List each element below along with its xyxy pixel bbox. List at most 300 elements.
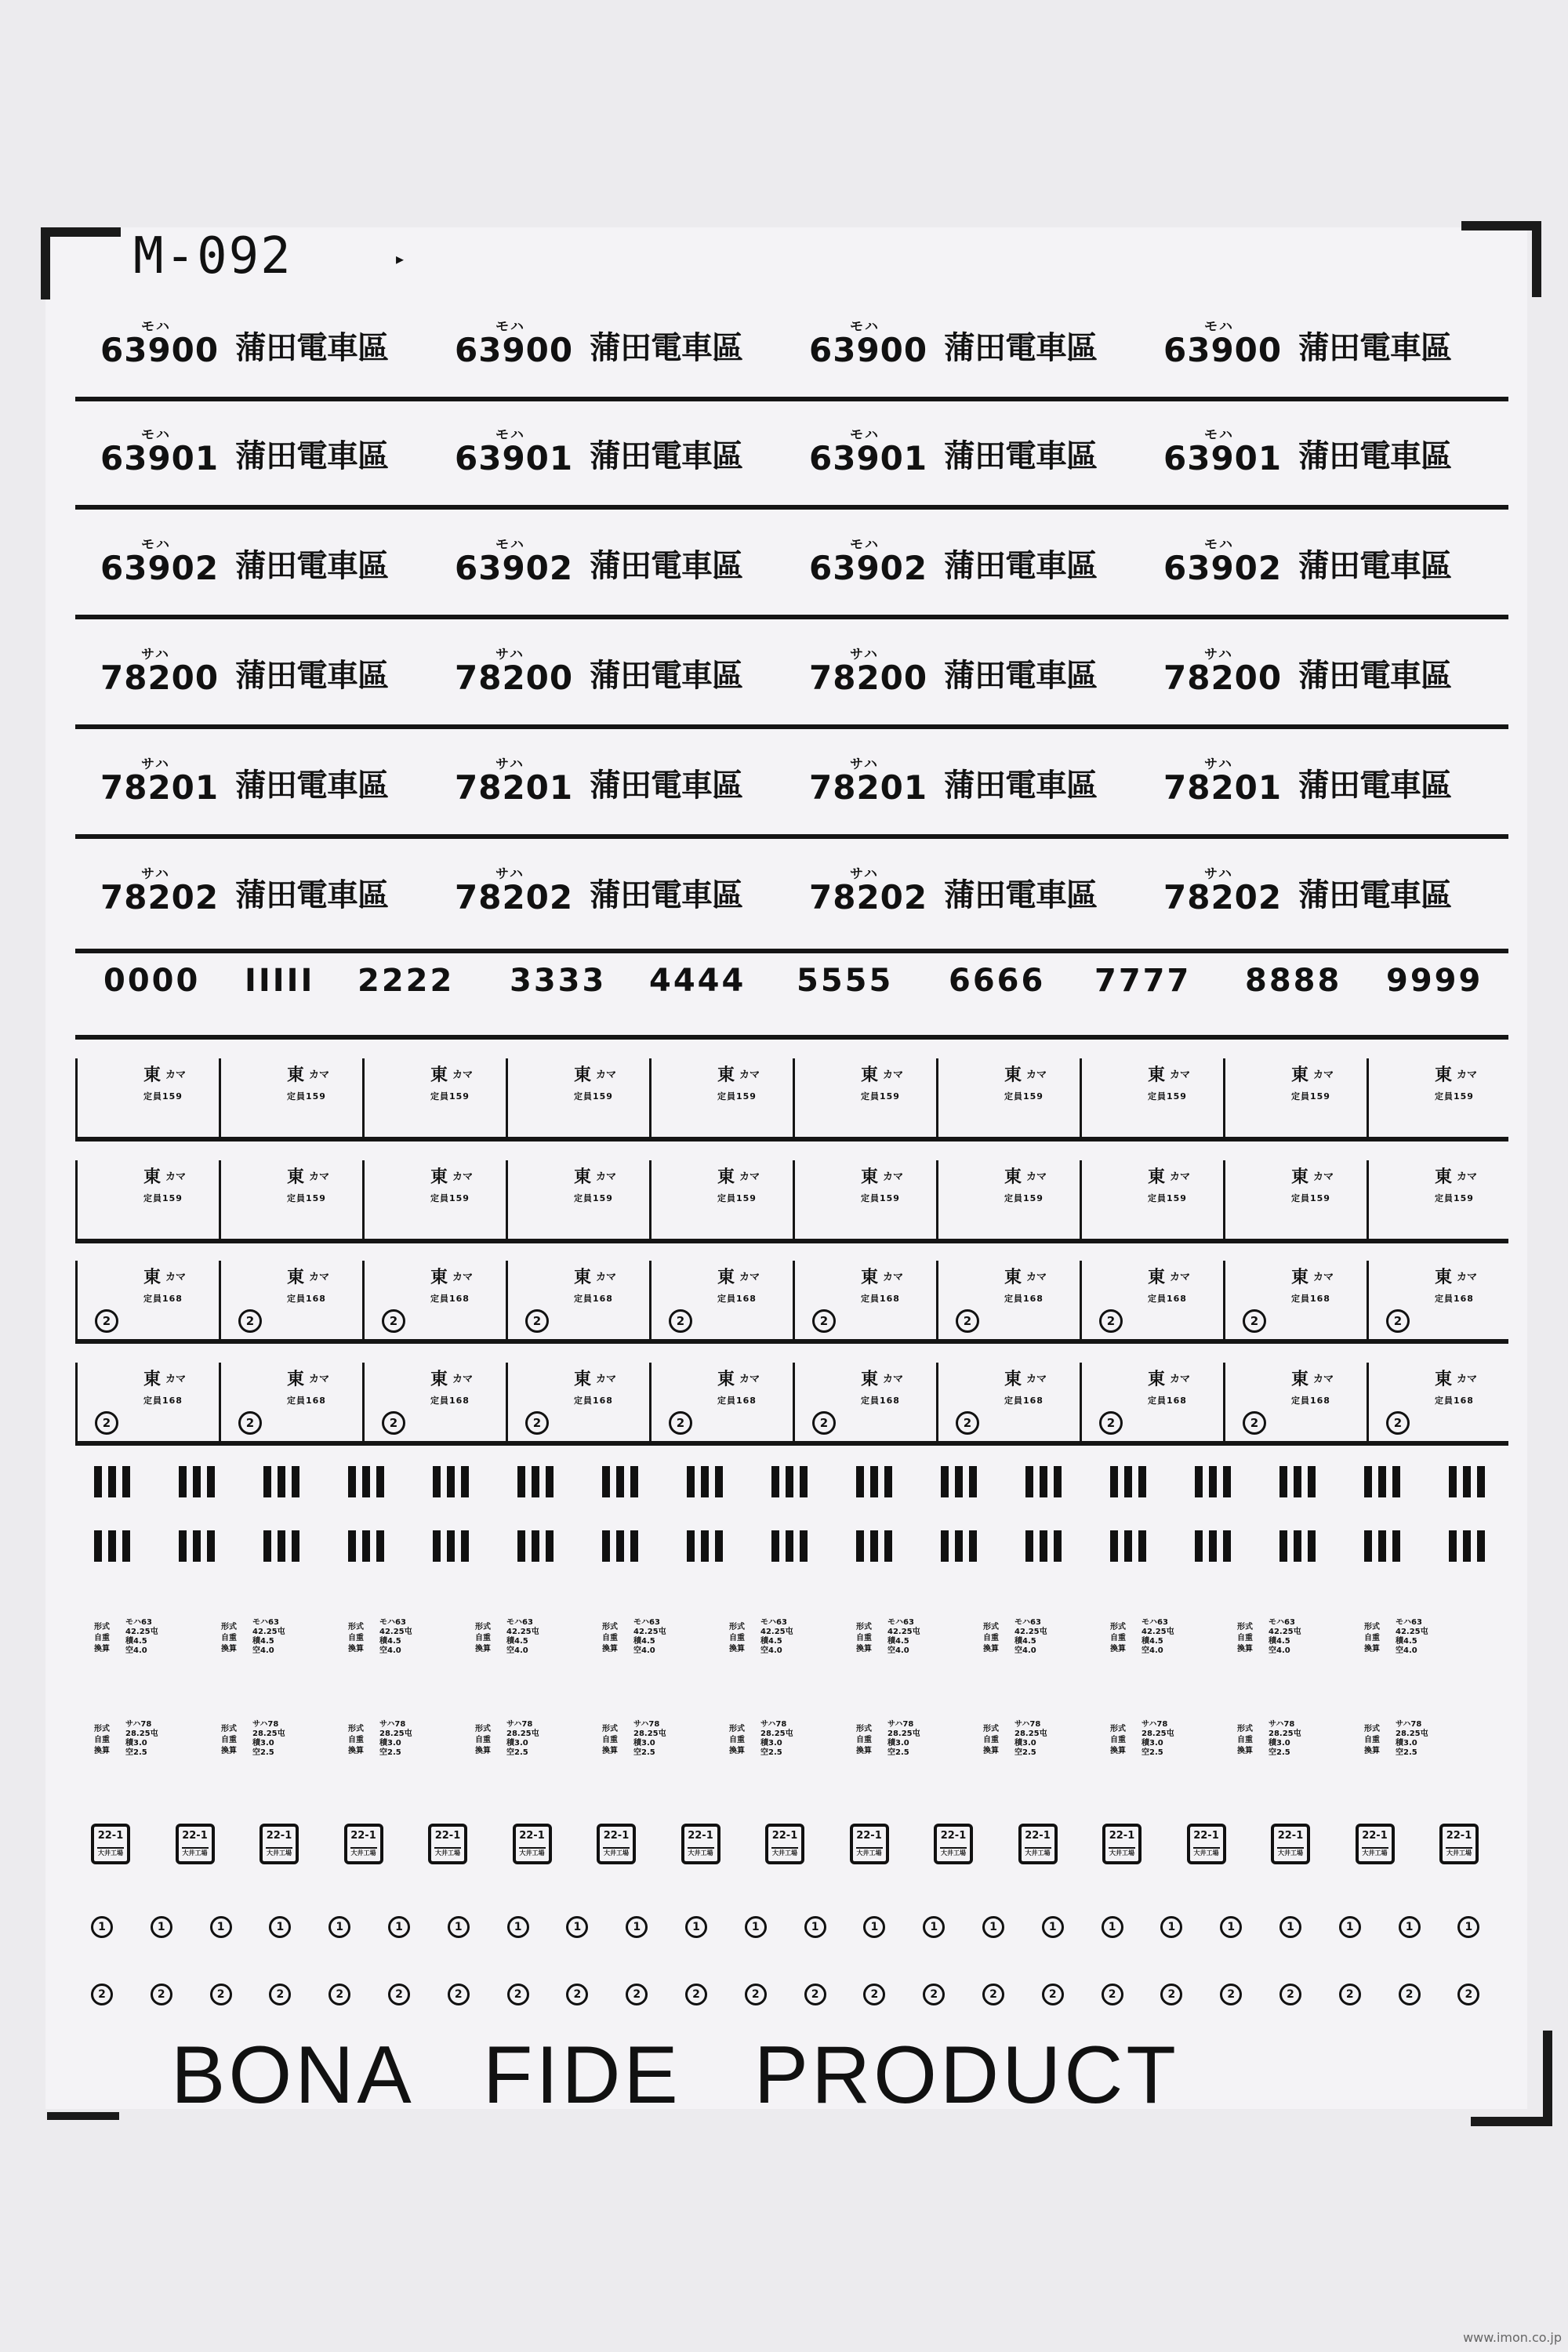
bar-stroke [1209,1530,1217,1562]
capacity-mark [506,1261,649,1339]
capacity-text: 定員168 [861,1294,900,1304]
spec-value: 積3.0 [1396,1739,1417,1748]
bar-stroke [955,1530,963,1562]
spec-value: 空2.5 [760,1748,782,1757]
car-type-kana: サハ [850,647,879,662]
bar-stroke [884,1530,892,1562]
depot-mark-kana: カマ [452,1374,474,1385]
spec-mark [221,1615,331,1670]
capacity-mark [1367,1058,1510,1137]
circled-number: 2 [1243,1411,1266,1435]
spec-label: 換算 [602,1747,618,1755]
circled-number: 1 [626,1916,648,1938]
circled-number: 1 [923,1916,945,1938]
spec-mark [1364,1717,1474,1772]
spec-mark [1110,1615,1220,1670]
car-type-kana: モハ [1204,319,1234,335]
capacity-text: 定員168 [574,1396,613,1406]
depot-mark: 東 [1435,1065,1453,1085]
capacity-mark-row [75,1160,1508,1247]
circled-number: 2 [1457,1984,1479,2005]
capacity-text: 定員159 [861,1091,900,1102]
circled-number: 1 [388,1916,410,1938]
plate-row [78,750,1505,828]
corner-mark-bottom-left [47,2093,119,2120]
bar-stroke [1294,1466,1301,1497]
capacity-mark [506,1058,649,1137]
spec-value: モハ63 [252,1618,279,1627]
circled-number: 2 [863,1984,885,2005]
triple-bar-mark [771,1466,811,1497]
bar-stroke [856,1466,864,1497]
bar-stroke [348,1466,356,1497]
spec-value: 空2.5 [1396,1748,1417,1757]
spec-label: 自重 [94,1736,110,1744]
car-number: 78202 [809,878,928,916]
spec-label: 形式 [729,1623,745,1632]
car-type-kana: サハ [141,647,170,662]
spec-mark [94,1615,204,1670]
circled-number: 2 [923,1984,945,2005]
capacity-text: 定員168 [717,1294,757,1304]
bar-stroke [278,1530,285,1562]
workshop-tag [1356,1824,1395,1864]
car-number-plate [1142,420,1486,499]
circled-number: 2 [812,1309,836,1333]
spec-label: 自重 [475,1736,491,1744]
car-number: 63901 [809,439,928,477]
depot-mark: 東 [287,1167,305,1187]
bar-stroke [715,1466,723,1497]
depot-mark: 東 [1291,1370,1309,1389]
bar-stroke [1294,1530,1301,1562]
depot-mark: 東 [861,1370,879,1389]
triple-bar-mark [348,1466,387,1497]
capacity-mark [1367,1261,1510,1339]
depot-name: 蒲田電車區 [590,658,742,694]
spec-value: 42.25屯 [1269,1628,1301,1636]
box-row-rule [75,1137,1508,1142]
depot-name: 蒲田電車區 [1298,438,1451,474]
car-number-plate [78,859,423,938]
depot-mark: 東 [1148,1167,1166,1187]
spec-value: 積4.5 [1269,1637,1290,1646]
car-number: 63902 [100,549,220,587]
depot-mark: 東 [574,1065,592,1085]
triple-bar-mark [433,1466,472,1497]
capacity-text: 定員168 [287,1396,326,1406]
bar-mark-row [94,1530,1505,1562]
plate-row [78,312,1505,390]
tag-workshop: 大井工場 [1193,1847,1220,1857]
car-type-kana: モハ [850,319,880,335]
spec-value: サハ78 [1014,1720,1041,1729]
capacity-text: 定員159 [861,1193,900,1203]
bar-stroke [1223,1530,1231,1562]
spec-mark [348,1615,458,1670]
circled-number: 2 [982,1984,1004,2005]
tag-workshop: 大井工場 [940,1847,967,1857]
spec-value: サハ78 [125,1720,152,1729]
circled-number: 1 [982,1916,1004,1938]
capacity-text: 定員168 [143,1294,183,1304]
circled-number: 2 [448,1984,470,2005]
workshop-tag [176,1824,215,1864]
bar-mark-row [94,1466,1505,1497]
spec-value: 空2.5 [1269,1748,1290,1757]
car-type-kana: モハ [850,537,880,553]
spec-value: 空2.5 [379,1748,401,1757]
depot-mark: 東 [1004,1370,1022,1389]
tag-number: 22-1 [97,1830,124,1842]
depot-name: 蒲田電車區 [235,330,388,366]
workshop-tag [260,1824,299,1864]
bar-stroke [786,1466,793,1497]
depot-mark-kana: カマ [739,1272,760,1283]
spec-value: 28.25屯 [1014,1730,1047,1738]
bar-stroke [1223,1466,1231,1497]
bar-stroke [207,1530,215,1562]
spec-value: 空4.0 [633,1646,655,1655]
spec-label: 換算 [1110,1747,1126,1755]
spec-value: 42.25屯 [760,1628,793,1636]
spec-value: 空4.0 [506,1646,528,1655]
bar-stroke [1463,1530,1471,1562]
spec-label: 形式 [856,1725,872,1733]
car-number: 78201 [100,768,220,807]
capacity-mark [219,1058,362,1137]
bar-stroke [1308,1466,1316,1497]
bar-stroke [263,1530,271,1562]
bar-stroke [941,1466,949,1497]
digit-group: 2222 [358,963,455,999]
spec-mark [983,1717,1093,1772]
car-number-plate [78,750,423,828]
bar-stroke [292,1466,299,1497]
spec-value: 空4.0 [887,1646,909,1655]
spec-label: 換算 [475,1645,491,1653]
spec-value: モハ63 [633,1618,660,1627]
bar-stroke [193,1530,201,1562]
depot-mark-kana: カマ [1313,1069,1334,1081]
capacity-text: 定員159 [717,1091,757,1102]
bar-stroke [715,1530,723,1562]
bar-stroke [687,1530,695,1562]
bar-stroke [362,1466,370,1497]
depot-name: 蒲田電車區 [1298,548,1451,584]
circled-number: 2 [685,1984,707,2005]
car-number-plate [78,640,423,718]
spec-label: 換算 [602,1645,618,1653]
depot-mark-kana: カマ [1457,1374,1478,1385]
bar-stroke [108,1466,116,1497]
car-number: 63901 [1163,439,1283,477]
depot-mark: 東 [143,1370,162,1389]
spec-mark [1364,1615,1474,1670]
bar-stroke [278,1466,285,1497]
bar-stroke [701,1466,709,1497]
bar-stroke [1110,1466,1118,1497]
car-number: 78201 [1163,768,1283,807]
spec-value: 積3.0 [1014,1739,1036,1748]
depot-name: 蒲田電車區 [235,438,388,474]
spec-mark [856,1615,966,1670]
spec-label: 自重 [602,1736,618,1744]
bar-stroke [263,1466,271,1497]
capacity-mark [649,1363,793,1441]
spec-value: モハ63 [125,1618,152,1627]
circled-number: 1 [269,1916,291,1938]
spec-label: 自重 [729,1736,745,1744]
circled-number: 2 [1102,1984,1123,2005]
spec-value: 空4.0 [1014,1646,1036,1655]
digit-group: 5555 [797,963,894,999]
depot-name: 蒲田電車區 [590,768,742,804]
capacity-mark [1367,1160,1510,1239]
circled-number: 2 [210,1984,232,2005]
triple-bar-mark [1025,1466,1065,1497]
spec-label: 換算 [348,1747,364,1755]
depot-mark: 東 [287,1065,305,1085]
circled-number: 2 [745,1984,767,2005]
car-number-plate [433,312,778,390]
circled-number: 1 [151,1916,172,1938]
triple-bar-mark [687,1466,726,1497]
circled-number: 2 [1386,1411,1410,1435]
circled-number: 2 [238,1309,262,1333]
credit-text: www.imon.co.jp [1463,2330,1562,2345]
bar-stroke [1025,1466,1033,1497]
spec-value: 積4.5 [506,1637,528,1646]
tag-workshop: 大井工場 [1446,1847,1472,1857]
capacity-mark [1367,1363,1510,1441]
car-type-kana: サハ [141,866,170,882]
triple-bar-mark [94,1530,133,1562]
circled-number: 2 [812,1411,836,1435]
depot-mark-kana: カマ [452,1272,474,1283]
depot-mark-kana: カマ [1026,1069,1047,1081]
capacity-mark [1080,1363,1223,1441]
bar-stroke [1378,1530,1386,1562]
spec-label: 形式 [983,1725,999,1733]
triple-bar-mark [1025,1530,1065,1562]
car-number: 78201 [809,768,928,807]
corner-mark-top-right [1461,221,1541,297]
depot-mark: 東 [574,1268,592,1287]
depot-mark: 東 [717,1065,735,1085]
car-number-plate [433,750,778,828]
depot-mark-kana: カマ [309,1069,330,1081]
spec-label: 形式 [856,1623,872,1632]
spec-label: 自重 [1364,1634,1380,1642]
car-type-kana: モハ [141,427,171,443]
circled-number: 2 [956,1411,979,1435]
bar-stroke [1054,1466,1062,1497]
capacity-text: 定員159 [430,1091,470,1102]
spec-label: 換算 [475,1747,491,1755]
bar-stroke [884,1466,892,1497]
depot-mark-kana: カマ [1026,1272,1047,1283]
circled-number: 1 [91,1916,113,1938]
divider-rule [75,505,1508,510]
capacity-text: 定員159 [430,1193,470,1203]
bar-stroke [108,1530,116,1562]
depot-name: 蒲田電車區 [235,548,388,584]
spec-value: 積3.0 [633,1739,655,1748]
capacity-text: 定員159 [574,1193,613,1203]
capacity-mark [1223,1058,1367,1137]
depot-mark-kana: カマ [739,1171,760,1183]
triple-bar-mark [1449,1530,1488,1562]
spec-value: サハ78 [887,1720,914,1729]
capacity-mark-row [75,1058,1508,1145]
capacity-mark [793,1363,936,1441]
tag-workshop: 大井工場 [266,1847,292,1857]
spec-value: 28.25屯 [887,1730,920,1738]
depot-name: 蒲田電車區 [590,548,742,584]
tag-workshop: 大井工場 [603,1847,630,1857]
capacity-text: 定員159 [143,1193,183,1203]
depot-mark: 東 [1291,1065,1309,1085]
spec-mark [475,1615,585,1670]
spec-label: 自重 [221,1736,237,1744]
bar-stroke [179,1530,187,1562]
plate-row [78,859,1505,938]
depot-mark: 東 [1148,1268,1166,1287]
circled-number: 2 [956,1309,979,1333]
capacity-mark [219,1363,362,1441]
triple-bar-mark [771,1530,811,1562]
capacity-mark [793,1160,936,1239]
capacity-mark [219,1261,362,1339]
bar-stroke [616,1466,624,1497]
spec-mark-row [94,1717,1521,1772]
capacity-text: 定員159 [1004,1193,1044,1203]
capacity-text: 定員159 [1435,1091,1474,1102]
bar-stroke [1124,1530,1132,1562]
capacity-mark [1223,1261,1367,1339]
workshop-tag [934,1824,973,1864]
car-number: 63900 [1163,331,1283,369]
spec-value: サハ78 [1396,1720,1422,1729]
triple-bar-mark [1195,1466,1234,1497]
depot-mark-kana: カマ [1170,1272,1191,1283]
tag-workshop: 大井工場 [1277,1847,1304,1857]
spec-label: 自重 [1237,1634,1253,1642]
bar-stroke [771,1530,779,1562]
spec-mark [729,1717,839,1772]
car-number: 63902 [1163,549,1283,587]
car-number-plate [787,859,1132,938]
triple-bar-mark [856,1530,895,1562]
capacity-text: 定員168 [1148,1396,1187,1406]
depot-name: 蒲田電車區 [235,877,388,913]
spec-label: 自重 [1110,1634,1126,1642]
capacity-text: 定員159 [574,1091,613,1102]
triple-bar-mark [179,1530,218,1562]
spec-mark [1237,1717,1347,1772]
depot-name: 蒲田電車區 [1298,768,1451,804]
car-type-kana: サハ [495,757,524,772]
spec-value: 空2.5 [1014,1748,1036,1757]
circled-number: 1 [507,1916,529,1938]
depot-mark-kana: カマ [883,1272,904,1283]
spec-label: 換算 [1237,1645,1253,1653]
circled-number: 2 [1099,1309,1123,1333]
depot-mark-kana: カマ [1026,1374,1047,1385]
spec-label: 自重 [475,1634,491,1642]
bar-stroke [616,1530,624,1562]
spec-label: 換算 [729,1747,745,1755]
tag-number: 22-1 [434,1830,461,1842]
bar-stroke [1477,1530,1485,1562]
car-number: 63902 [809,549,928,587]
circled-number: 2 [1279,1984,1301,2005]
depot-name: 蒲田電車區 [944,438,1097,474]
bar-stroke [800,1530,808,1562]
bar-stroke [122,1530,130,1562]
spec-value: モハ63 [887,1618,914,1627]
triple-bar-mark [433,1530,472,1562]
circled-number: 1 [1042,1916,1064,1938]
workshop-tag [1439,1824,1479,1864]
corner-mark-bottom-right [1471,2031,1552,2126]
bar-stroke [193,1466,201,1497]
spec-value: 積3.0 [252,1739,274,1748]
triple-bar-mark [517,1530,557,1562]
car-number-plate [1142,750,1486,828]
depot-name: 蒲田電車區 [944,877,1097,913]
tag-number: 22-1 [350,1830,376,1842]
triple-bar-mark [1449,1466,1488,1497]
spec-label: 自重 [348,1634,364,1642]
bar-stroke [433,1466,441,1497]
depot-mark-kana: カマ [309,1171,330,1183]
capacity-mark [75,1160,219,1239]
car-number: 63900 [809,331,928,369]
capacity-text: 定員168 [1435,1396,1474,1406]
tag-workshop: 大井工場 [1025,1847,1051,1857]
spec-mark [348,1717,458,1772]
spec-value: 28.25屯 [1269,1730,1301,1738]
capacity-mark [362,1058,506,1137]
capacity-text: 定員168 [1291,1294,1330,1304]
spec-value: 28.25屯 [506,1730,539,1738]
capacity-text: 定員168 [143,1396,183,1406]
bar-stroke [1279,1530,1287,1562]
bar-stroke [1054,1530,1062,1562]
spec-value: モハ63 [506,1618,533,1627]
capacity-mark [75,1261,219,1339]
spec-label: 形式 [1237,1623,1253,1632]
spec-mark [475,1717,585,1772]
spec-mark [729,1615,839,1670]
spec-label: 形式 [602,1725,618,1733]
spec-value: 積4.5 [125,1637,147,1646]
depot-mark: 東 [430,1065,448,1085]
spec-value: 空4.0 [760,1646,782,1655]
spec-label: 換算 [94,1645,110,1653]
capacity-text: 定員159 [1291,1193,1330,1203]
spec-value: 28.25屯 [760,1730,793,1738]
depot-mark-kana: カマ [452,1069,474,1081]
tag-workshop: 大井工場 [97,1847,124,1857]
circled-number: 2 [1042,1984,1064,2005]
bar-stroke [376,1530,384,1562]
spec-value: 28.25屯 [1396,1730,1428,1738]
circled-number: 1 [1399,1916,1421,1938]
bar-stroke [1364,1466,1372,1497]
